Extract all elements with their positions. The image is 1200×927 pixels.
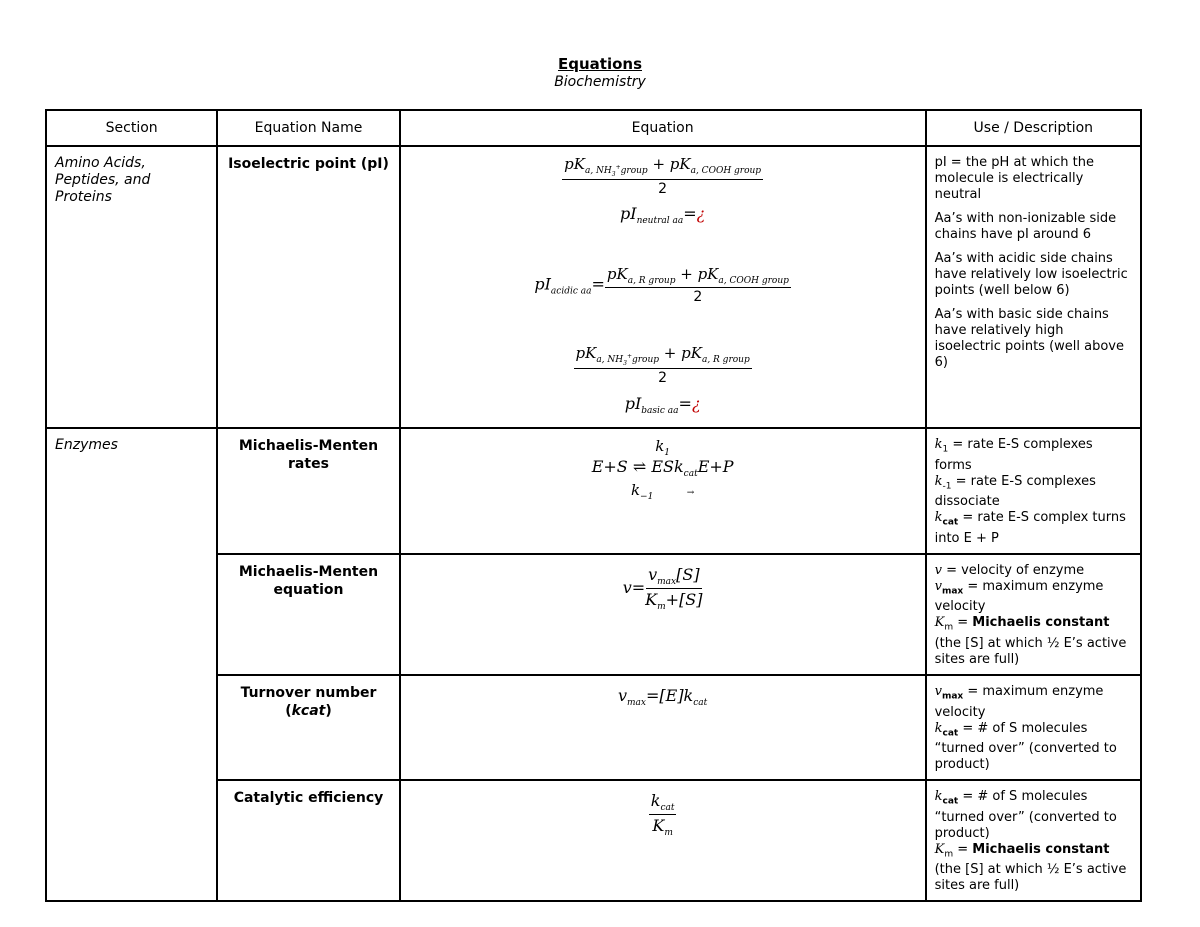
description-cell: v = velocity of enzyme $v_{max}$ = maximum enzyme velocity $K_m$ = Michaelis constant (the [S] at which ½ E’s active sites are full) (926, 554, 1141, 675)
description-text: (the [S] at which ½ E’s active sites are full) (934, 635, 1127, 667)
rate-constant-k-minus-1: $k_{-1}$ → (630, 481, 695, 502)
equation-name-text: Turnover number (240, 684, 377, 701)
equation-name-cell: Catalytic efficiency (217, 780, 399, 901)
description-text: Aa’s with basic side chains have relatively high isoelectric points (well above 6) (934, 307, 1125, 370)
description-text: = # of S molecules “turned over” (converted to product) (934, 720, 1117, 773)
table-row (46, 146, 1141, 428)
red-symbol: ¿ (691, 394, 701, 413)
description-text: = # of S molecules “turned over” (converted to product) (934, 789, 1117, 841)
catalytic-efficiency-equation: $\frac{k_{cat}}{K_m}$ (650, 791, 675, 839)
pi-acidic-equation: $pI_{acidic aa}=$ $\frac{pK_{a, R group} + pK_{a, COOH group}}{2}$ (534, 265, 789, 305)
table-row (46, 428, 1141, 554)
column-header-description: Use / Description (926, 110, 1141, 146)
table-header-row (46, 110, 1141, 146)
turnover-equation: $v_{max}=[E]k_{cat}$ (617, 685, 708, 709)
michaelis-menten-equation: v= $\frac{v_{max}[S]}{K_m+[S]}$ (622, 564, 703, 613)
equation-name-cell: Turnover number (kcat) (217, 675, 399, 780)
michaelis-rates-equation-cell (400, 428, 926, 554)
description-text: = maximum enzyme velocity (934, 578, 1104, 615)
equation-name-cell: Michaelis-Menten rates (217, 428, 399, 554)
description-cell: $v_{max}$ = maximum enzyme velocity $k_{cat}$ = # of S molecules “turned over” (converted to product) (926, 675, 1141, 780)
denominator: 2 (658, 369, 668, 386)
description-text: Aa’s with acidic side chains have relatively low isoelectric points (well below 6) (934, 251, 1128, 298)
document-subtitle: Biochemistry (554, 74, 646, 90)
column-header-section: Section (46, 110, 217, 146)
reaction-scheme: E+S ⇌ ESk$_{cat}$E+P (591, 457, 734, 480)
equations-table (45, 109, 1142, 902)
description-text: Michaelis constant (972, 841, 1110, 857)
description-text: pI = the pH at which the molecule is electrically neutral (934, 155, 1094, 202)
description-text: = rate E-S complex turns into E + P (934, 510, 1126, 546)
description-text: = rate E-S complexes forms (934, 437, 1093, 473)
turnover-equation-cell (400, 675, 926, 780)
section-cell: Enzymes (46, 428, 217, 901)
catalytic-efficiency-equation-cell (400, 780, 926, 901)
rate-constant-k1: $k_1$ (655, 437, 671, 458)
equation-name-cell: Isoelectric point (pI) (217, 146, 399, 428)
michaelis-equation-cell (400, 554, 926, 675)
equation-name-cell: Michaelis-Menten equation (217, 554, 399, 675)
description-text: Michaelis constant (972, 615, 1110, 631)
description-text: = velocity of enzyme (946, 562, 1085, 578)
description-cell: $k_{cat}$ = # of S molecules “turned over” (converted to product) $K_m$ = Michaelis constant (the [S] at which ½ E’s active sites are full) (926, 780, 1141, 901)
pi-neutral-equation: $pI_{neutral aa}=¿$ (620, 204, 706, 227)
description-text: Aa’s with non-ionizable side chains have pI around 6 (934, 211, 1117, 242)
section-cell: Amino Acids, Peptides, and Proteins (46, 146, 217, 428)
denominator: 2 (658, 180, 668, 197)
pi-basic-fraction: $\frac{pK_{a, NH_3^+group} + pK_{a, R group}}{2}$ (575, 344, 750, 386)
description-text: = rate E-S complexes dissociate (934, 473, 1096, 510)
pi-basic-equation: $pI_{basic aa}=¿$ (624, 394, 701, 417)
red-symbol: ¿ (696, 204, 706, 223)
column-header-equation-name: Equation Name (217, 110, 399, 146)
description-cell: $k_1$ = rate E-S complexes forms $k_{-1}$ = rate E-S complexes dissociate $k_{cat}$ = rate E-S complex turns into E + P (926, 428, 1141, 554)
kcat-symbol: kcat (291, 702, 326, 719)
description-text: = maximum enzyme velocity (934, 683, 1104, 720)
document-header (0, 55, 1200, 91)
pi-neutral-fraction: $\frac{pK_{a, NH_3^+group} + pK_{a, COOH group}}{2}$ (564, 155, 762, 197)
isoelectric-equations-cell (400, 146, 926, 428)
description-text: (the [S] at which ½ E’s active sites are full) (934, 862, 1127, 894)
denominator: 2 (693, 289, 703, 305)
column-header-equation: Equation (400, 110, 926, 146)
document-title: Equations (557, 55, 642, 73)
description-cell (926, 146, 1141, 428)
